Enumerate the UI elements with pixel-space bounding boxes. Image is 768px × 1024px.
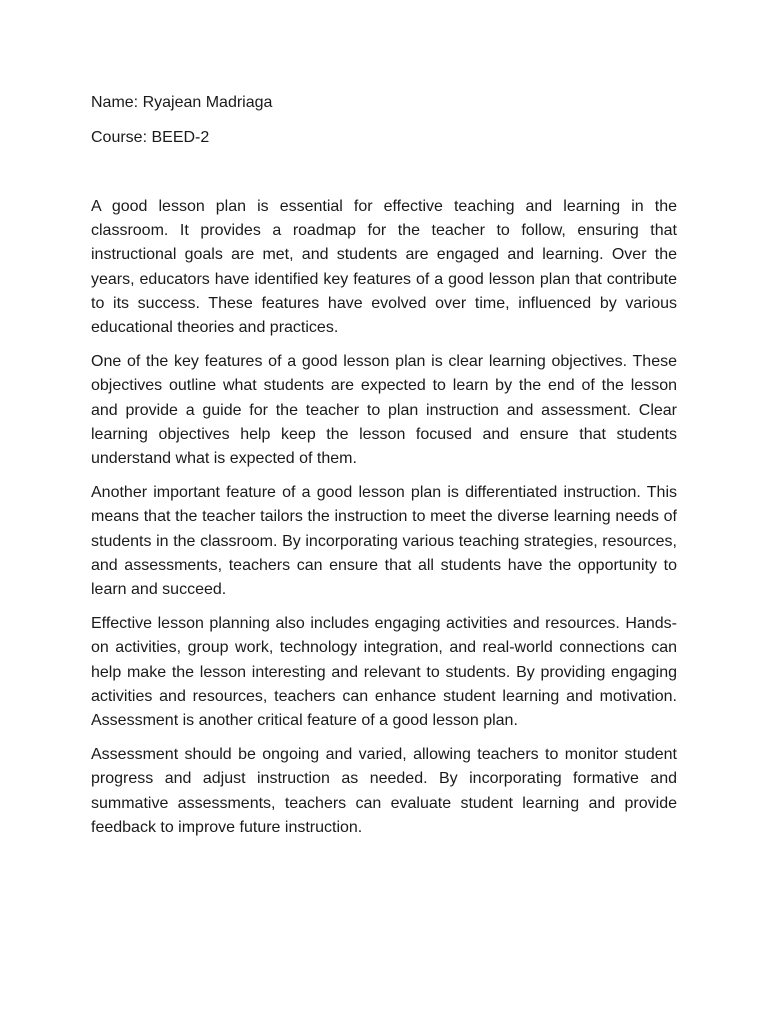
course-label: Course: BEED-2 — [91, 129, 210, 146]
paragraph-2: One of the key features of a good lesson plan is clear learning objectives. These objectives outline what students are expected to learn by the end of the lesson and provide a guide for the teacher to plan instruction and assessment. Clear learning objectives help keep the lesson focused and ensure that students understand what is expected of them. — [91, 353, 677, 468]
paragraph-3: Another important feature of a good lesson plan is differentiated instruction. This means that the teacher tailors the instruction to meet the diverse learning needs of students in the classroom. By incorporating various teaching strategies, resources, and assessments, teachers can ensure that all students have the opportunity to learn and succeed. — [91, 484, 677, 599]
paragraph-4: Effective lesson planning also includes engaging activities and resources. Hands-on activities, group work, technology integration, and real-world connections can help make the lesson interesting and relevant to students. By providing engaging activities and resources, teachers can enhance student learning and motivation. Assessment is another critical feature of a good lesson plan. — [91, 615, 677, 730]
paragraph-1: A good lesson plan is essential for effective teaching and learning in the classroom. It provides a roadmap for the teacher to follow, ensuring that instructional goals are met, and students are engaged and learning. Over the years, educators have identified key features of a good lesson plan that contribute to its success. These features have evolved over time, influenced by various educational theories and practices. — [91, 198, 677, 337]
essay-body — [91, 195, 677, 850]
paragraph-5: Assessment should be ongoing and varied, allowing teachers to monitor student progress and adjust instruction as needed. By incorporating formative and summative assessments, teachers can evaluate student learning and provide feedback to improve future instruction. — [91, 746, 677, 836]
student-name: Name: Ryajean Madriaga — [91, 94, 273, 111]
